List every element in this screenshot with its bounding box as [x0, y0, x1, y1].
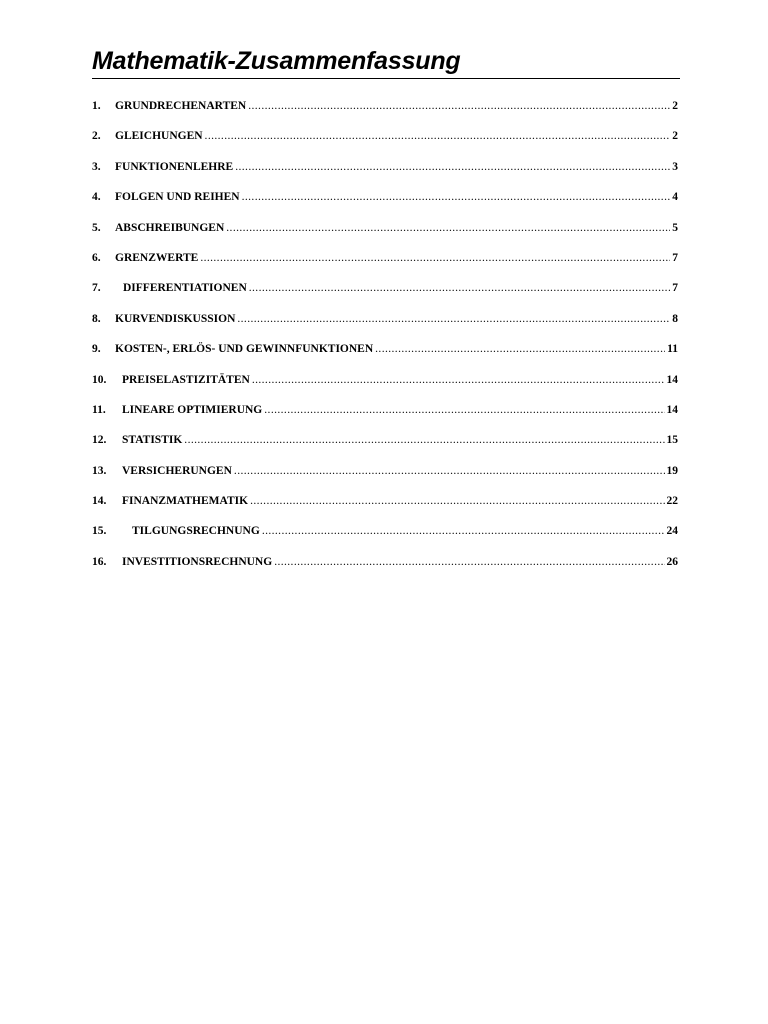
toc-entry-page: 14 [666, 403, 678, 416]
toc-dot-leader [237, 309, 670, 329]
toc-entry-label: PREISELASTIZITÄTEN [122, 373, 250, 386]
toc-entry-page: 4 [672, 191, 678, 204]
toc-entry-label: KOSTEN-, ERLÖS- UND GEWINNFUNKTIONEN [115, 343, 374, 356]
toc-entry-page: 8 [672, 312, 678, 325]
toc-dot-leader [242, 187, 671, 207]
toc-entry-label: TILGUNGSRECHNUNG [132, 525, 260, 538]
toc-entry-page: 24 [666, 525, 678, 538]
toc-entry-gleichungen[interactable] [92, 126, 678, 156]
toc-entry-label: GRUNDRECHENARTEN [115, 100, 247, 112]
toc-entry-number: 13. [92, 464, 107, 477]
toc-dot-leader [250, 491, 664, 511]
toc-entry-page: 15 [666, 434, 678, 447]
toc-entry-lineare-optimierung[interactable] [92, 400, 678, 430]
toc-entry-number: 1. [92, 100, 101, 112]
toc-dot-leader [184, 430, 664, 450]
toc-dot-leader [375, 339, 665, 359]
toc-entry-tilgungsrechnung[interactable] [92, 521, 678, 551]
toc-dot-leader [234, 461, 665, 481]
toc-entry-label: STATISTIK [122, 434, 183, 447]
toc-entry-grundrechenarten[interactable] [92, 96, 678, 126]
toc-entry-number: 6. [92, 251, 101, 264]
toc-entry-number: 14. [92, 495, 107, 508]
toc-entry-finanzmathematik[interactable] [92, 491, 678, 521]
toc-entry-label: KURVENDISKUSSION [115, 312, 236, 325]
table-of-contents [92, 96, 678, 582]
toc-dot-leader [200, 248, 670, 268]
toc-entry-number: 9. [92, 343, 101, 356]
title-divider [92, 78, 680, 79]
toc-entry-abschreibungen[interactable] [92, 218, 678, 248]
toc-entry-page: 11 [667, 343, 678, 356]
toc-entry-page: 3 [672, 160, 678, 173]
toc-entry-label: FINANZMATHEMATIK [122, 495, 249, 508]
toc-entry-grenzwerte[interactable] [92, 248, 678, 278]
toc-entry-statistik[interactable] [92, 430, 678, 460]
toc-entry-label: INVESTITIONSRECHNUNG [122, 555, 273, 568]
toc-entry-label: ABSCHREIBUNGEN [115, 221, 225, 234]
toc-entry-number: 2. [92, 130, 101, 143]
toc-entry-kosten-erloes-gewinnfunktionen[interactable] [92, 339, 678, 369]
toc-entry-number: 12. [92, 434, 107, 447]
toc-entry-number: 5. [92, 221, 101, 234]
toc-dot-leader [262, 521, 665, 541]
toc-entry-versicherungen[interactable] [92, 461, 678, 491]
toc-entry-number: 4. [92, 191, 101, 204]
page-title: Mathematik-Zusammenfassung [92, 47, 461, 75]
toc-dot-leader [264, 400, 664, 420]
toc-entry-page: 2 [672, 100, 678, 112]
toc-entry-label: FOLGEN UND REIHEN [115, 191, 240, 204]
toc-entry-folgen-und-reihen[interactable] [92, 187, 678, 217]
toc-dot-leader [252, 370, 665, 390]
toc-entry-investitionsrechnung[interactable] [92, 552, 678, 582]
toc-entry-page: 19 [666, 464, 678, 477]
toc-entry-page: 7 [672, 282, 678, 295]
toc-entry-label: LINEARE OPTIMIERUNG [122, 403, 263, 416]
toc-entry-page: 2 [672, 130, 678, 143]
toc-dot-leader [274, 552, 664, 572]
toc-entry-number: 16. [92, 555, 107, 568]
toc-entry-number: 15. [92, 525, 107, 538]
toc-entry-number: 10. [92, 373, 107, 386]
toc-entry-page: 7 [672, 251, 678, 264]
toc-dot-leader [249, 278, 671, 298]
toc-entry-preiselastizitaeten[interactable] [92, 370, 678, 400]
toc-dot-leader [235, 157, 670, 177]
toc-entry-label: FUNKTIONENLEHRE [115, 160, 234, 173]
toc-dot-leader [248, 96, 670, 116]
toc-entry-page: 22 [666, 495, 678, 508]
toc-entry-page: 5 [672, 221, 678, 234]
toc-entry-label: GLEICHUNGEN [115, 130, 203, 143]
toc-entry-number: 3. [92, 160, 101, 173]
toc-entry-number: 11. [92, 403, 106, 416]
toc-entry-label: DIFFERENTIATIONEN [123, 282, 247, 295]
toc-entry-differentiationen[interactable] [92, 278, 678, 308]
toc-entry-number: 8. [92, 312, 101, 325]
toc-entry-kurvendiskussion[interactable] [92, 309, 678, 339]
toc-entry-page: 14 [666, 373, 678, 386]
toc-entry-funktionenlehre[interactable] [92, 157, 678, 187]
toc-entry-label: GRENZWERTE [115, 251, 199, 264]
toc-entry-page: 26 [666, 555, 678, 568]
toc-dot-leader [205, 126, 671, 146]
toc-entry-label: VERSICHERUNGEN [122, 464, 232, 477]
toc-dot-leader [226, 218, 670, 238]
toc-entry-number: 7. [92, 282, 101, 295]
